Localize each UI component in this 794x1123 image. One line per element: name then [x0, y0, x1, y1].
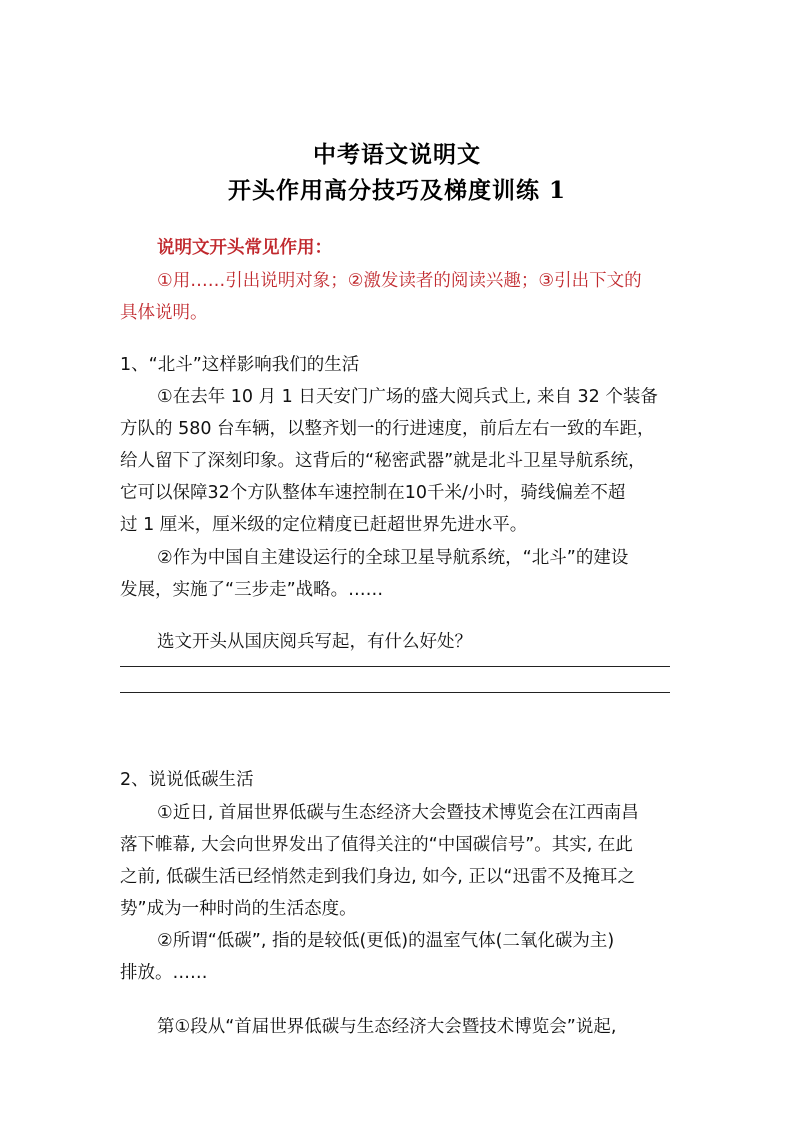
tips-heading: 说明文开头常见作用：: [157, 238, 332, 258]
section1-paragraph-line: 给人留下了深刻印象。这背后的“秘密武器”就是北斗卫星导航系统，: [120, 451, 646, 471]
section1-paragraph-line: 过 1 厘米，厘米级的定位精度已赶超世界先进水平。: [120, 515, 528, 535]
section2-paragraph-line: 排放。……: [120, 963, 208, 983]
section2-paragraph-line: 之前, 低碳生活已经悄然走到我们身边, 如今, 正以“迅雷不及掩耳之: [120, 867, 635, 887]
section1-paragraph-line: 它可以保障32个方队整体车速控制在10千米/小时，骑线偏差不超: [120, 483, 626, 503]
section2-question: 第①段从“首届世界低碳与生态经济大会暨技术博览会”说起,: [157, 1017, 617, 1037]
page-subtitle: 开头作用高分技巧及梯度训练 1: [227, 177, 566, 204]
section1-heading: 1、“北斗”这样影响我们的生活: [120, 355, 360, 375]
tips-text-line: 具体说明。: [120, 303, 208, 323]
section2-paragraph-line: 落下帷幕, 大会向世界发出了值得关注的“中国碳信号”。其实, 在此: [120, 835, 633, 855]
section1-paragraph-line: 发展，实施了“三步走”战略。……: [120, 580, 384, 600]
page-title: 中考语文说明文: [313, 141, 481, 168]
section2-paragraph-line: ②所谓“低碳”, 指的是较低(更低)的温室气体(二氧化碳为主): [157, 931, 615, 951]
section2-heading: 2、说说低碳生活: [120, 770, 254, 790]
answer-line[interactable]: [120, 692, 670, 693]
section2-paragraph-line: ①近日, 首届世界低碳与生态经济大会暨技术博览会在江西南昌: [157, 803, 639, 823]
section1-paragraph-line: 方队的 580 台车辆，以整齐划一的行进速度，前后左右一致的车距，: [120, 419, 655, 439]
section1-paragraph-line: ①在去年 10 月 1 日天安门广场的盛大阅兵式上, 来自 32 个装备: [157, 387, 658, 407]
section2-paragraph-line: 势”成为一种时尚的生活态度。: [120, 899, 357, 919]
section1-paragraph-line: ②作为中国自主建设运行的全球卫星导航系统，“北斗”的建设: [157, 548, 629, 568]
section1-question: 选文开头从国庆阅兵写起，有什么好处？: [157, 632, 472, 652]
answer-line[interactable]: [120, 666, 670, 667]
tips-text-line: ①用……引出说明对象；②激发读者的阅读兴趣；③引出下文的: [157, 271, 642, 291]
